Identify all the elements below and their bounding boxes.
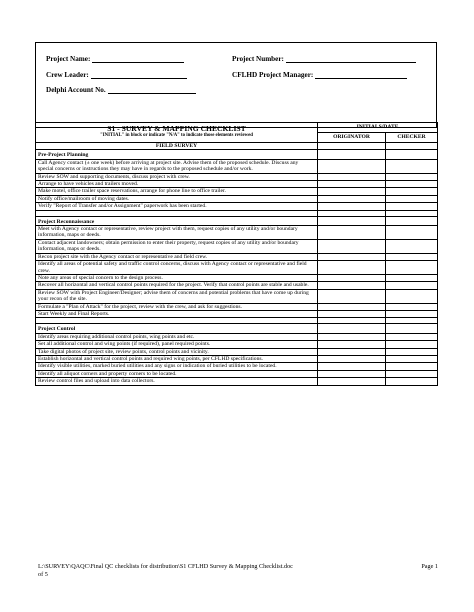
checklist-row	[36, 195, 438, 202]
checklist-row	[36, 239, 438, 253]
checklist-item-text: Establish horizontal and vertical control points and required wing points, per CFLHD specifications.	[36, 355, 318, 362]
project-number-line[interactable]	[286, 55, 416, 63]
crew-leader-line[interactable]	[91, 71, 187, 79]
originator-cell[interactable]	[318, 150, 386, 159]
checklist-item-text: Recon project site with the Agency contact or representative and field crew.	[36, 253, 318, 260]
originator-cell[interactable]	[318, 159, 386, 173]
originator-cell[interactable]	[318, 333, 386, 340]
page-footer	[38, 563, 438, 579]
crew-leader-label: Crew Leader:	[46, 71, 89, 79]
checklist-item-text: Review control files and upload into data collectors.	[36, 378, 318, 385]
checklist-row	[36, 341, 438, 348]
checklist-row	[36, 370, 438, 377]
project-number-label: Project Number:	[232, 55, 284, 63]
field-survey-heading: FIELD SURVEY	[36, 143, 318, 150]
originator-cell[interactable]	[318, 261, 386, 275]
checker-cell[interactable]	[386, 363, 438, 370]
checker-cell[interactable]	[386, 143, 438, 150]
checklist-row	[36, 203, 438, 210]
checker-cell[interactable]	[386, 324, 438, 333]
checker-cell[interactable]	[386, 303, 438, 310]
project-name-line[interactable]	[92, 55, 184, 63]
checker-cell[interactable]	[386, 261, 438, 275]
checklist-item-text: Take digital photos of project site, review points, control points and vicinity.	[36, 348, 318, 355]
checklist-item-text: Call Agency contact (± one week) before arriving at project site. Advise them of the proposed schedule. Discuss any special concerns or instructions they may have in regards to the proposed schedule and/or work.	[36, 159, 318, 173]
checker-cell[interactable]	[386, 188, 438, 195]
originator-cell[interactable]	[318, 370, 386, 377]
originator-cell[interactable]	[318, 378, 386, 385]
checker-cell[interactable]	[386, 159, 438, 173]
checklist-row	[36, 303, 438, 310]
checker-cell[interactable]	[386, 181, 438, 188]
checklist-item-text: Review SOW and supporting documents, discuss project with crew.	[36, 173, 318, 180]
originator-cell[interactable]	[318, 363, 386, 370]
originator-cell[interactable]	[318, 324, 386, 333]
checker-cell[interactable]	[386, 348, 438, 355]
checklist-row	[36, 274, 438, 281]
checklist-row	[36, 173, 438, 180]
checklist-item-text: Contact adjacent landowners; obtain permission to enter their property, request copies of any utility and/or boundary information, maps or deeds.	[36, 239, 318, 253]
checklist-row	[36, 363, 438, 370]
checklist-row	[36, 181, 438, 188]
project-info-box	[35, 42, 437, 128]
checker-header: CHECKER	[386, 133, 438, 143]
initials-date-header: INITIALS/DATE	[318, 123, 438, 133]
section-heading: Project Reconnaissance	[36, 216, 318, 225]
checklist-row	[36, 348, 438, 355]
checker-cell[interactable]	[386, 333, 438, 340]
cflhd-pm-line[interactable]	[315, 71, 407, 79]
checklist-title: S1 - SURVEY & MAPPING CHECKLIST	[107, 124, 246, 133]
section-heading: Pre-Project Planning	[36, 150, 318, 159]
checklist-item-text: Make motel, office trailer space reservations, arrange for phone line to office trailer.	[36, 188, 318, 195]
checker-cell[interactable]	[386, 341, 438, 348]
project-name-label: Project Name:	[46, 55, 91, 63]
originator-cell[interactable]	[318, 274, 386, 281]
checker-cell[interactable]	[386, 310, 438, 317]
checker-cell[interactable]	[386, 195, 438, 202]
cflhd-pm-field[interactable]	[232, 71, 407, 79]
originator-cell[interactable]	[318, 195, 386, 202]
checklist-item-text: Formulate a "Plan of Attack" for the project, review with the crew, and ask for suggestions.	[36, 303, 318, 310]
project-number-field[interactable]	[232, 55, 416, 63]
cflhd-pm-label: CFLHD Project Manager:	[232, 71, 314, 79]
checklist-item-text: Notify office/mailroom of moving dates.	[36, 195, 318, 202]
checklist-item-text: Identify visible utilities, marked buried utilities and any signs or indication of buried utilities to be located.	[36, 363, 318, 370]
checker-cell[interactable]	[386, 150, 438, 159]
checker-cell[interactable]	[386, 253, 438, 260]
checker-cell[interactable]	[386, 226, 438, 240]
originator-header: ORIGINATOR	[318, 133, 386, 143]
originator-cell[interactable]	[318, 253, 386, 260]
originator-cell[interactable]	[318, 226, 386, 240]
checklist-row	[36, 159, 438, 173]
originator-cell[interactable]	[318, 303, 386, 310]
checklist-row	[36, 282, 438, 289]
checklist-row	[36, 289, 438, 303]
crew-leader-field[interactable]	[46, 71, 187, 79]
page-of-total: of 5	[38, 571, 48, 578]
checklist-item-text: Meet with Agency contact or representative, review project with them, request copies of any utility and/or boundary information, maps or deeds.	[36, 226, 318, 240]
checker-cell[interactable]	[386, 173, 438, 180]
checklist-row	[36, 333, 438, 340]
checklist-table	[35, 122, 438, 386]
checklist-item-text: Identify areas requiring additional control points, wing points and etc.	[36, 333, 318, 340]
checklist-row	[36, 355, 438, 362]
checker-cell[interactable]	[386, 355, 438, 362]
checklist-item-text: Start Weekly and Final Reports.	[36, 310, 318, 317]
checker-cell[interactable]	[386, 203, 438, 210]
checklist-item-text: Set all additional control and wing points (if required), panel required points.	[36, 341, 318, 348]
originator-cell[interactable]	[318, 239, 386, 253]
checklist-item-text: Identify all areas of potential safety and traffic control concerns, discuss with Agency contact or representative and field crew.	[36, 261, 318, 275]
checklist-item-text: Verify "Report of Transfer and/or Assignment" paperwork has been started.	[36, 203, 318, 210]
checklist-row	[36, 226, 438, 240]
checklist-item-text: Arrange to have vehicles and trailers moved.	[36, 181, 318, 188]
originator-cell[interactable]	[318, 282, 386, 289]
checklist-title-cell	[36, 123, 318, 143]
originator-cell[interactable]	[318, 188, 386, 195]
checker-cell[interactable]	[386, 282, 438, 289]
page-number: Page 1	[421, 563, 438, 570]
checker-cell[interactable]	[386, 378, 438, 385]
originator-cell[interactable]	[318, 203, 386, 210]
originator-cell[interactable]	[318, 216, 386, 225]
checker-cell[interactable]	[386, 216, 438, 225]
project-name-field[interactable]	[46, 55, 184, 63]
originator-cell[interactable]	[318, 355, 386, 362]
originator-cell[interactable]	[318, 310, 386, 317]
checklist-item-text: Identify all aliquot corners and property corners to be located.	[36, 370, 318, 377]
originator-cell[interactable]	[318, 348, 386, 355]
originator-cell[interactable]	[318, 173, 386, 180]
originator-cell[interactable]	[318, 181, 386, 188]
checklist-row	[36, 378, 438, 385]
section-heading: Project Control	[36, 324, 318, 333]
delphi-line[interactable]	[108, 86, 196, 94]
checker-cell[interactable]	[386, 370, 438, 377]
checker-cell[interactable]	[386, 274, 438, 281]
checklist-row	[36, 253, 438, 260]
delphi-label: Delphi Account No.	[46, 86, 106, 94]
checklist-note: "INITIAL" in block or indicate "N/A" to indicate those elements reviewed	[100, 133, 253, 138]
checklist-item-text: Recover all horizontal and vertical control points required for the project. Verify that control points are stable and usable.	[36, 282, 318, 289]
checklist-item-text: Note any areas of special concern to the design process.	[36, 274, 318, 281]
checklist-row	[36, 310, 438, 317]
delphi-field[interactable]	[46, 86, 196, 94]
originator-cell[interactable]	[318, 289, 386, 303]
originator-cell[interactable]	[318, 143, 386, 150]
checklist-row	[36, 261, 438, 275]
checklist-item-text: Review SOW with Project Engineer/Designer; advise them of concerns and potential problems that have come up during your recon of the site.	[36, 289, 318, 303]
checklist-row	[36, 188, 438, 195]
originator-cell[interactable]	[318, 341, 386, 348]
checker-cell[interactable]	[386, 289, 438, 303]
checker-cell[interactable]	[386, 239, 438, 253]
document-path: L:\SURVEY\QAQC\Final QC checklists for distribution\S1 CFLHD Survey & Mapping Checklist.doc	[38, 563, 293, 570]
